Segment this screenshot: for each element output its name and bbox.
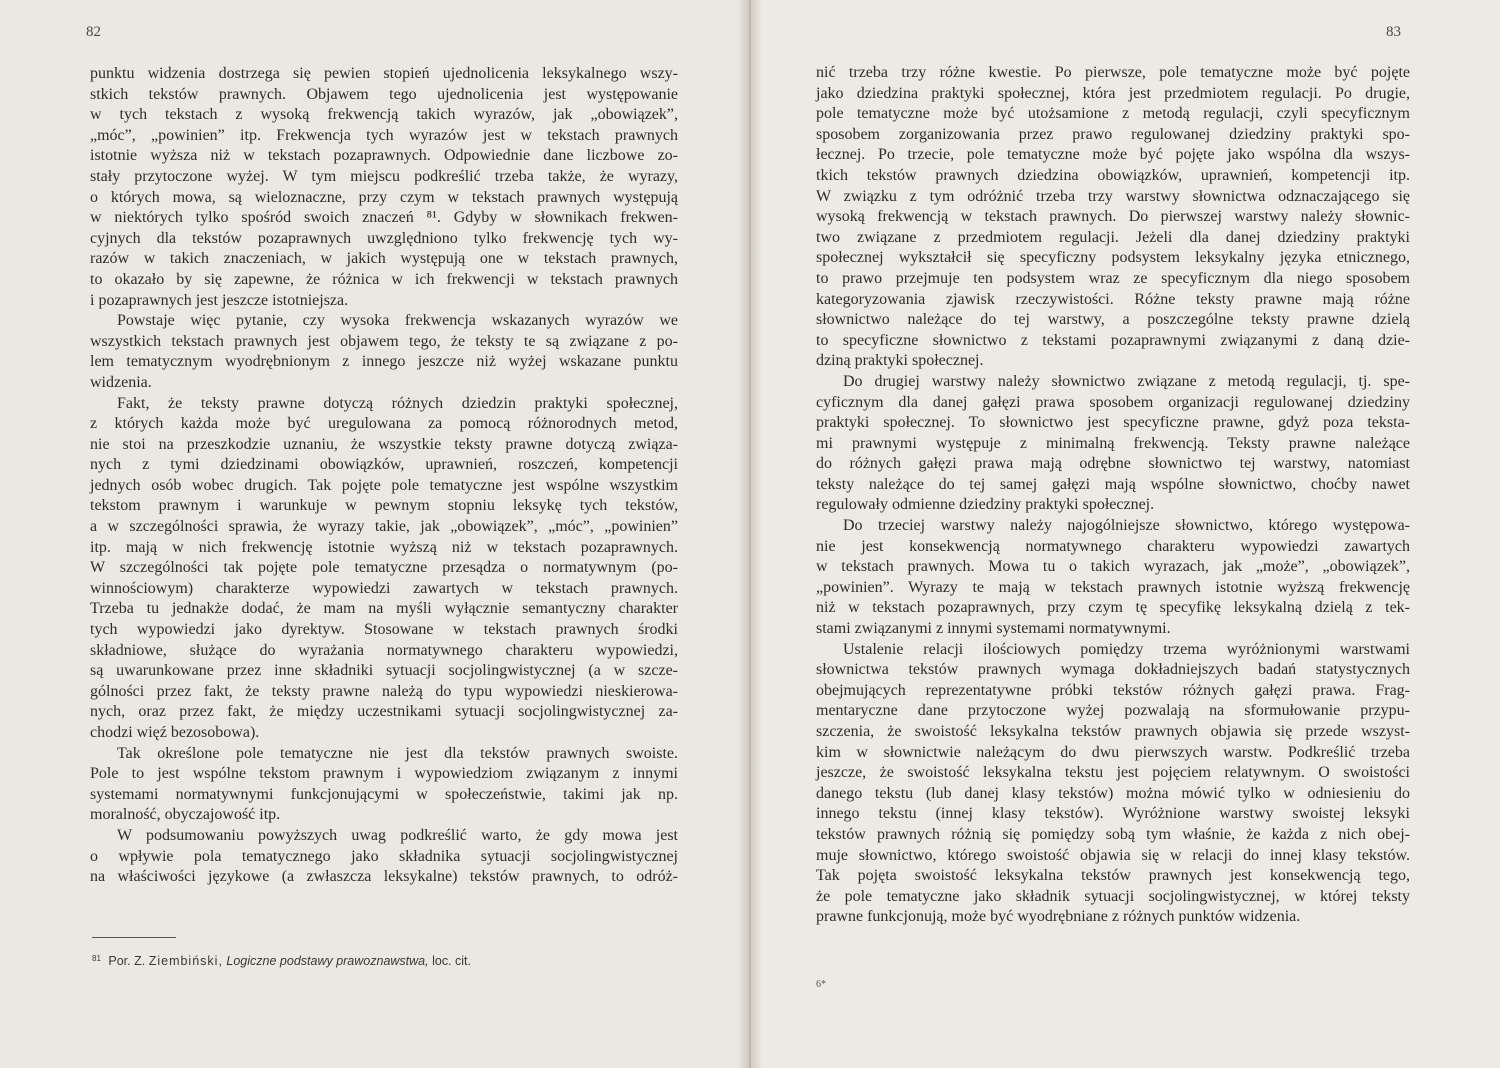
text-line: i pozaprawnych jest jeszcze istotniejsza. <box>90 291 349 309</box>
footnote-suffix: loc. cit. <box>432 954 471 968</box>
text-line: Do drugiej warstwy należy słownictwo związane z metodą regulacji, tj. spe- <box>843 372 1410 390</box>
page-number: 82 <box>86 24 101 40</box>
text-line: Do trzeciej warstwy należy najogólniejsze słownictwo, którego występowa- <box>843 517 1410 535</box>
text-line: punktu widzenia dostrzega się pewien stopień ujednolicenia leksykalnego wszy- <box>90 65 678 82</box>
text-line: jako dziedzina praktyki społecznej, która jest przedmiotem regulacji. Po drugie, <box>816 84 1410 102</box>
text-line: praktyki społecznej. To słownictwo jest specyficzne prawne, gdyż poza teksta- <box>816 414 1410 432</box>
text-line: nić trzeba trzy różne kwestie. Po pierwsze, pole tematyczne może być pojęte <box>816 64 1410 81</box>
text-line: społecznej wykształcił się specyficzny podsystem leksykalny języka etnicznego, <box>816 249 1410 267</box>
text-line: obejmujących reprezentatywne próbki tekstów różnych gałęzi prawa. Frag- <box>816 681 1410 699</box>
text-line: wszystkich tekstach prawnych jest objawem tego, że teksty te są związane z po- <box>90 332 678 350</box>
text-line: kim w słownictwie należącym do dwu pierwszych warstw. Podkreślić trzeba <box>816 743 1410 761</box>
text-line: two związane z przedmiotem regulacji. Jeżeli dla danej dziedziny praktyki <box>816 228 1410 246</box>
text-line: do różnych gałęzi prawa mają odrębne słownictwo tej warstwy, natomiast <box>816 455 1410 473</box>
text-line: niż w tekstach pozaprawnych, przy czym tę specyfikę leksykalną dzielą z tek- <box>816 599 1410 617</box>
signature-mark: 6* <box>816 979 826 990</box>
text-line: Fakt, że teksty prawne dotyczą różnych dziedzin praktyki społecznej, <box>117 394 678 412</box>
text-line: Ustalenie relacji ilościowych pomiędzy trzema wyróżnionymi warstwami <box>843 640 1410 658</box>
text-line: o których mowa, są wieloznaczne, przy czym w tekstach prawnych występują <box>90 188 678 206</box>
text-line: łecznej. Po trzecie, pole tematyczne może być pojęte jako wspólna dla wszys- <box>816 146 1410 164</box>
text-line: W związku z tym odróżnić trzeba trzy warstwy słownictwa odznaczającego się <box>816 187 1410 205</box>
text-line: są uwarunkowane przez inne składniki sytuacji socjolingwistycznej (a w szcze- <box>90 662 678 680</box>
text-line: cyficznym dla danej gałęzi prawa sposobem organizacji regulowanej dziedziny <box>816 393 1410 411</box>
text-line: nych z tymi dziedzinami obowiązków, uprawnień, roszczeń, kompetencji <box>90 456 678 474</box>
text-line: tych wypowiedzi jako dyrektyw. Stosowane w tekstach prawnych środki <box>90 621 678 639</box>
text-line: a w szczególności sprawia, że wyrazy takie, jak „obowiązek”, „móc”, „powinien” <box>90 518 678 536</box>
footnote-author: Ziembiński, <box>148 954 223 968</box>
text-line: Powstaje więc pytanie, czy wysoka frekwencja wskazanych wyrazów we <box>117 312 678 330</box>
text-line: w tych tekstach z wysoką frekwencją takich wyrazów, jak „obowiązek”, <box>90 106 678 124</box>
text-line: Trzeba tu jednakże dodać, że mam na myśli wyłącznie semantyczny charakter <box>90 600 678 618</box>
text-line: Pole to jest wspólne tekstom prawnym i wypowiedziom związanym z innymi <box>90 765 678 783</box>
text-line: w tekstach prawnych. Mowa tu o takich wyrazach, jak „może”, „obowiązek”, <box>816 558 1410 576</box>
text-line: pole tematyczne może być utożsamione z metodą regulacji, czyli specyficznym <box>816 105 1410 123</box>
text-line: „móc”, „powinien” itp. Frekwencja tych wyrazów jest w tekstach prawnych <box>90 126 678 144</box>
text-line: cyjnych dla tekstów pozaprawnych uwzględniono tylko frekwencję tych wy- <box>90 229 678 247</box>
text-line: tekstów prawnych różnią się pomiędzy sobą tym właśnie, że każda z nich obej- <box>816 825 1410 843</box>
text-line: istotnie wyższa niż w tekstach pozaprawnych. Odpowiednie dane liczbowe zo- <box>90 147 678 165</box>
footnote-title: Logiczne podstawy prawoznawstwa, <box>226 954 429 968</box>
text-line: innego tekstu (innej klasy tekstów). Wyróżnione warstwy swoistej leksyki <box>816 805 1410 823</box>
text-line: słownictwa tekstów prawnych wymaga dokładniejszych badań statystycznych <box>816 661 1410 679</box>
text-line: winnościowym) charakterze wypowiedzi zawartych w tekstach prawnych. <box>90 579 678 597</box>
right-page <box>750 0 1500 1068</box>
page-number: 83 <box>1386 24 1401 40</box>
text-line: razów w takich znaczeniach, w jakich występują one w tekstach prawnych, <box>90 250 678 268</box>
text-line: W podsumowaniu powyższych uwag podkreślić warto, że gdy mowa jest <box>117 826 678 844</box>
text-line: nie jest konsekwencją normatywnego charakteru wypowiedzi zawartych <box>816 537 1410 555</box>
text-line: nie stoi na przeszkodzie uznaniu, że wszystkie teksty prawne dotyczą związa- <box>90 435 678 453</box>
text-line: sposobem zorganizowania przez prawo regulowanej dziedziny praktyki spo- <box>816 125 1410 143</box>
text-line: słownictwo należące do tej warstwy, a poszczególne teksty prawne dzielą <box>816 311 1410 329</box>
text-line: to prawo przejmuje ten podsystem wraz ze specyficznym dla niego sposobem <box>816 269 1410 287</box>
text-line: chodzi więź bezosobowa). <box>90 724 260 741</box>
text-line: że pole tematyczne jako składnik sytuacji socjolingwistycznej, w której teksty <box>816 887 1410 905</box>
text-line: „powinien”. Wyrazy te mają w tekstach prawnych istotnie wyższą frekwencję <box>816 578 1410 596</box>
text-line: szczenia, że swoistość leksykalna tekstów prawnych objawia się przede wszyst- <box>816 723 1410 740</box>
text-line: jednych osób wobec drugich. Tak pojęte pole tematyczne jest wspólne wszystkim <box>90 476 678 494</box>
text-line: kategoryzowania zjawisk rzeczywistości. Różne teksty prawne mają różne <box>816 290 1410 308</box>
text-line: z których każda może być uregulowana za pomocą różnorodnych metod, <box>90 415 678 433</box>
text-line: danego tekstu (lub danej klasy tekstów) można mówić tylko w odniesieniu do <box>816 784 1410 802</box>
text-line: mentaryczne dane przytoczone wyżej pozwalają na sformułowanie przypu- <box>816 702 1410 720</box>
text-line: regulowały odmienne dziedziny praktyki społecznej. <box>816 496 1155 514</box>
text-line: teksty należące do tej samej gałęzi mają wspólne słownictwo, choćby nawet <box>816 475 1410 493</box>
text-line: moralność, obyczajowość itp. <box>90 806 281 824</box>
text-line: stały przytoczone wyżej. W tym miejscu podkreślić trzeba także, że wyrazy, <box>90 167 678 185</box>
text-line: nych, oraz przez fakt, że między uczestnikami sytuacji socjolingwistycznej za- <box>90 703 678 721</box>
text-line: w niektórych tylko spośród swoich znaczeń ⁸¹. Gdyby w słownikach frekwen- <box>90 209 678 227</box>
text-line: jeszcze, że swoistość leksykalna tekstu jest pojęciem relatywnym. O swoistości <box>816 764 1410 782</box>
body-text <box>816 63 1410 928</box>
text-line: o wpływie pola tematycznego jako składnika sytuacji socjolingwistycznej <box>90 847 678 865</box>
text-line: prawne funkcjonują, może być wyodrębniane z różnych punktów widzenia. <box>816 908 1301 926</box>
text-line: składniowe, służące do wyrażania normatywnego charakteru wypowiedzi, <box>90 641 678 659</box>
text-line: to specyficzne słownictwo z tekstami pozaprawnymi związanymi z daną dzie- <box>816 331 1410 349</box>
text-line: itp. mają w nich frekwencję istotnie wyższą niż w tekstach pozaprawnych. <box>90 538 678 556</box>
text-line: W szczególności tak pojęte pole tematyczne przesądza o normatywnym (po- <box>90 559 678 577</box>
text-line: to okazało by się zapewne, że różnica w ich frekwencji w tekstach prawnych <box>90 270 678 288</box>
text-line: gólności przez fakt, że teksty prawne należą do typu wypowiedzi nieskierowa- <box>90 682 678 700</box>
text-line: na właściwości językowe (a zwłaszcza leksykalne) tekstów prawnych, to odróż- <box>90 868 678 886</box>
text-line: systemami normatywnymi funkcjonującymi w społeczeństwie, takimi jak np. <box>90 785 678 803</box>
text-line: Tak pojęta swoistość leksykalna tekstów prawnych jest konsekwencją tego, <box>816 867 1410 885</box>
footnote-divider <box>92 937 176 938</box>
text-line: lem tematycznym wyodrębnionym z innego jeszcze niż wyżej wskazane punktu <box>90 353 678 371</box>
text-line: dziną praktyki społecznej. <box>816 352 984 370</box>
body-text <box>90 64 678 888</box>
text-line: tkich tekstów prawnych dziedzina obowiązków, uprawnień, kompetencji itp. <box>816 166 1410 184</box>
footnote <box>92 954 471 968</box>
footnote-prefix: Por. Z. <box>108 954 146 968</box>
text-line: muje słownictwo, którego swoistość objawia się w relacji do innej klasy tekstów. <box>816 846 1410 864</box>
text-line: stkich tekstów prawnych. Objawem tego ujednolicenia jest występowanie <box>90 85 678 103</box>
text-line: wysoką frekwencją w tekstach prawnych. Do pierwszej warstwy należy słownic- <box>816 208 1410 226</box>
text-line: tekstom prawnym i warunkuje w pewnym stopniu leksykę tych tekstów, <box>90 497 678 515</box>
text-line: mi prawnymi występuje z minimalną frekwencją. Teksty prawne należące <box>816 434 1410 452</box>
footnote-marker: 81 <box>92 954 101 963</box>
text-line: widzenia. <box>90 373 152 391</box>
text-line: Tak określone pole tematyczne nie jest dla tekstów prawnych swoiste. <box>117 744 678 762</box>
book-gutter <box>738 0 762 1068</box>
text-line: stami związanymi z innymi systemami normatywnymi. <box>816 620 1171 638</box>
